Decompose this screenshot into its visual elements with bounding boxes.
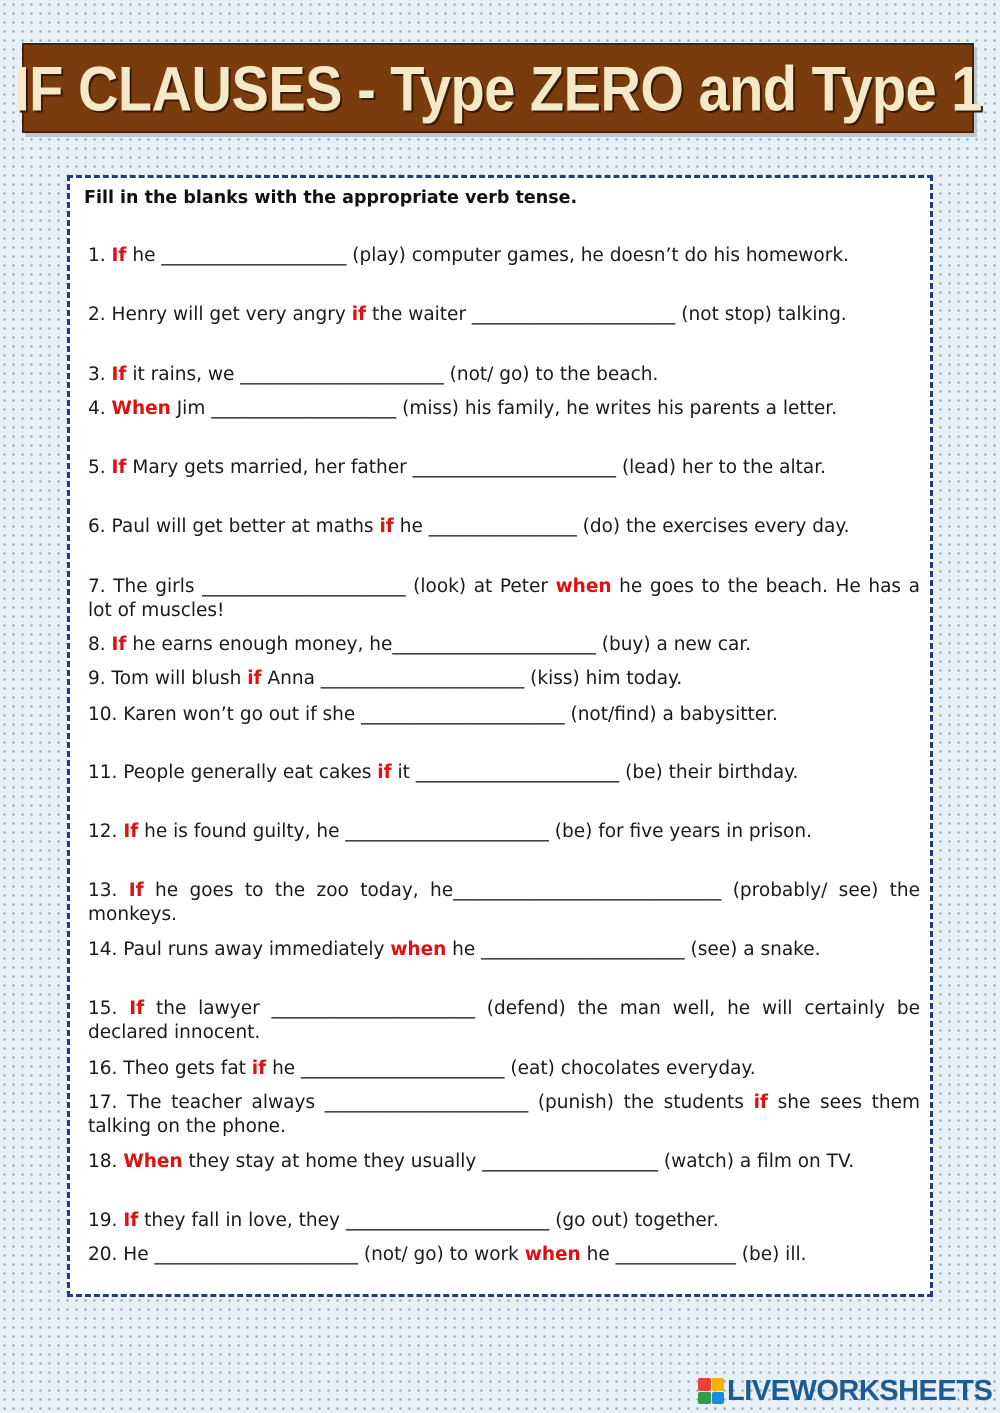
keyword: if — [247, 668, 262, 689]
keyword: If — [129, 998, 145, 1019]
keyword: When — [123, 1151, 183, 1172]
question-6: 6. Paul will get better at maths if he ________________ (do) the exercises every day. — [88, 516, 850, 537]
liveworksheets-logo-icon — [698, 1378, 724, 1404]
question-13: 13. If he goes to the zoo today, he_____________________________ (probably/ see) the monkeys. — [88, 880, 920, 925]
keyword: If — [128, 880, 144, 901]
worksheet — [67, 175, 933, 1297]
question-16: 16. Theo gets fat if he ______________________ (eat) chocolates everyday. — [88, 1058, 756, 1079]
question-4: 4. When Jim ____________________ (miss) his family, he writes his parents a letter. — [88, 398, 838, 419]
keyword: If — [111, 457, 127, 478]
keyword: if — [251, 1058, 267, 1079]
watermark-text: LIVEWORKSHEETS — [727, 1374, 993, 1407]
question-5: 5. If Mary gets married, her father ______________________ (lead) her to the altar. — [88, 457, 826, 478]
question-11: 11. People generally eat cakes if it ______________________ (be) their birthday. — [88, 762, 799, 783]
liveworksheets-watermark — [698, 1374, 992, 1408]
logo-square-2 — [712, 1378, 725, 1391]
question-18: 18. When they stay at home they usually ___________________ (watch) a film on TV. — [88, 1151, 855, 1172]
logo-square-3 — [698, 1392, 711, 1405]
keyword: when — [390, 939, 447, 960]
question-2: 2. Henry will get very angry if the waiter ______________________ (not stop) talking. — [88, 304, 847, 325]
keyword: If — [123, 821, 139, 842]
keyword: If — [111, 634, 127, 655]
keyword: If — [111, 364, 127, 385]
keyword: If — [111, 245, 127, 266]
question-3: 3. If it rains, we ______________________ (not/ go) to the beach. — [88, 364, 659, 385]
title-banner — [14, 43, 982, 133]
keyword: if — [377, 762, 392, 783]
keyword: When — [111, 398, 171, 419]
question-10: 10. Karen won’t go out if she ______________________ (not/find) a babysitter. — [88, 704, 778, 725]
question-9: 9. Tom will blush if Anna ______________________ (kiss) him today. — [88, 668, 683, 689]
question-14: 14. Paul runs away immediately when he ______________________ (see) a snake. — [88, 939, 821, 960]
logo-square-4 — [712, 1392, 725, 1405]
keyword: if — [351, 304, 367, 325]
question-20: 20. He ______________________ (not/ go) to work when he _____________ (be) ill. — [88, 1244, 807, 1265]
question-7: 7. The girls ______________________ (look) at Peter when he goes to the beach. He has a lot of muscles! — [88, 576, 920, 621]
question-17: 17. The teacher always ______________________ (punish) the students if she sees them talking on the phone. — [88, 1092, 920, 1137]
question-15: 15. If the lawyer ______________________ (defend) the man well, he will certainly be declared innocent. — [88, 998, 920, 1043]
keyword: when — [524, 1244, 581, 1265]
page-title: IF CLAUSES - Type ZERO and Type 1 — [14, 52, 982, 124]
question-19: 19. If they fall in love, they ______________________ (go out) together. — [88, 1210, 719, 1231]
question-12: 12. If he is found guilty, he ______________________ (be) for five years in prison. — [88, 821, 812, 842]
keyword: if — [753, 1092, 768, 1113]
keyword: If — [123, 1210, 139, 1231]
keyword: when — [555, 576, 612, 597]
question-8: 8. If he earns enough money, he______________________ (buy) a new car. — [88, 634, 752, 655]
instruction-text: Fill in the blanks with the appropriate verb tense. — [84, 188, 578, 208]
keyword: if — [379, 516, 394, 537]
question-1: 1. If he ____________________ (play) computer games, he doesn’t do his homework. — [88, 245, 849, 266]
logo-square-1 — [698, 1378, 711, 1391]
